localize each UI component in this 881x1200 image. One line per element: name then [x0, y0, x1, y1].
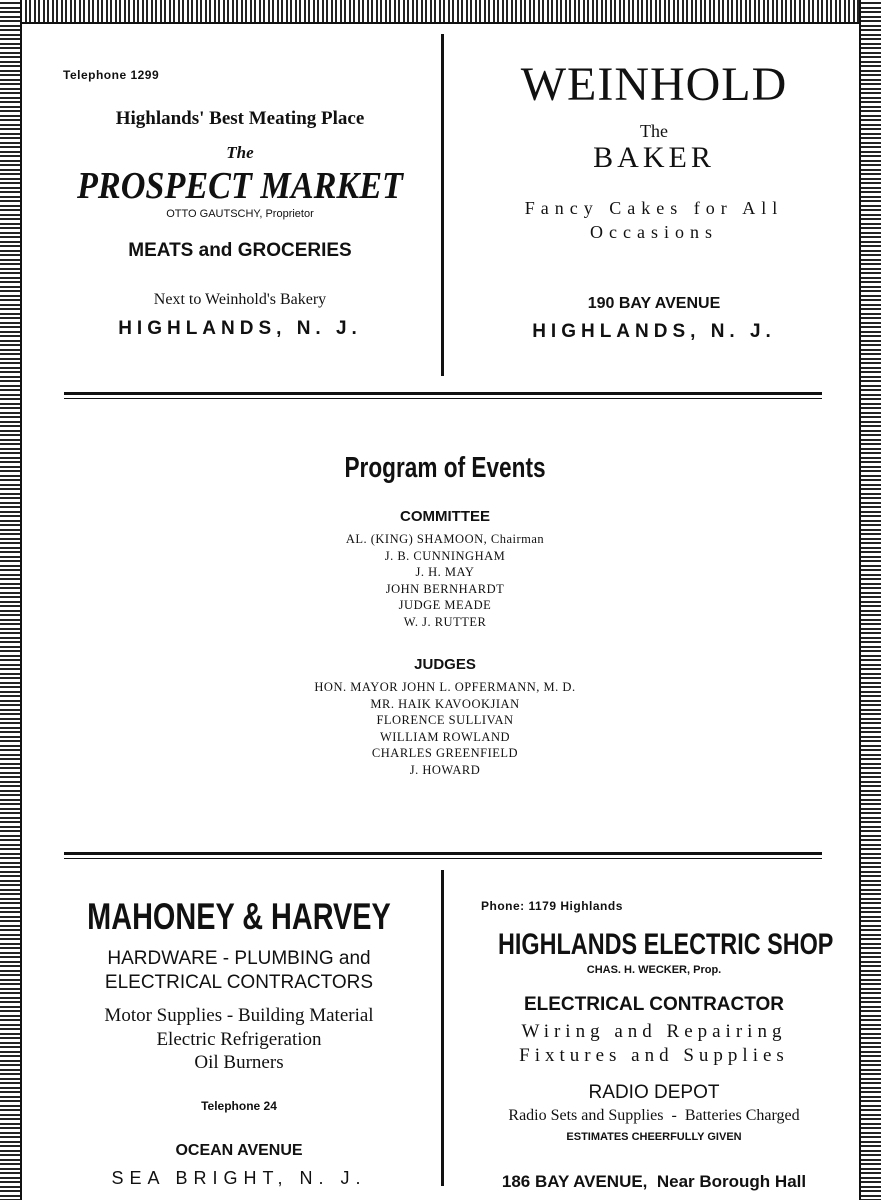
electric-radio-line: Radio Sets and Supplies - Batteries Charged	[508, 1107, 800, 1124]
judges-list	[230, 679, 660, 778]
weinhold-ad	[454, 55, 854, 355]
judge: FLORENCE SULLIVAN	[376, 713, 514, 727]
weinhold-tagline-1: Fancy Cakes for All	[524, 198, 784, 218]
section-rule-bottom	[64, 852, 822, 855]
mahoney-line-2: ELECTRICAL CONTRACTORS	[104, 972, 374, 993]
mahoney-line-1: HARDWARE - PLUMBING and	[107, 948, 371, 969]
weinhold-address: 190 BAY AVENUE	[587, 295, 721, 312]
electric-estimates: ESTIMATES CHEERFULLY GIVEN	[566, 1131, 742, 1143]
prospect-proprietor: OTTO GAUTSCHY, Proprietor	[166, 208, 314, 220]
electric-line-2: Fixtures and Supplies	[519, 1045, 789, 1066]
judges-heading: JUDGES	[414, 656, 476, 673]
decorative-border-left	[0, 0, 22, 1200]
top-column-divider	[441, 34, 444, 376]
mahoney-harvey-name: MAHONEY & HARVEY	[87, 896, 391, 937]
decorative-border-right	[859, 0, 881, 1200]
prospect-slogan: Highlands' Best Meating Place	[115, 108, 365, 129]
prospect-goods: MEATS and GROCERIES	[128, 240, 352, 261]
mahoney-town: SEA BRIGHT, N. J.	[111, 1168, 367, 1188]
electric-address: 186 BAY AVENUE, Near Borough Hall	[501, 1172, 807, 1191]
decorative-border-top	[0, 0, 881, 24]
prospect-market-ad	[50, 60, 430, 360]
prospect-telephone: Telephone 1299	[63, 68, 160, 82]
program-section	[230, 452, 660, 792]
judge: HON. MAYOR JOHN L. OPFERMANN, M. D.	[314, 680, 576, 694]
weinhold-tagline-2: Occasions	[590, 222, 718, 242]
committee-member: JOHN BERNHARDT	[385, 581, 505, 596]
committee-member: AL. (KING) SHAMOON, Chairman	[345, 532, 545, 546]
prospect-location: Next to Weinhold's Bakery	[153, 291, 327, 308]
judge: WILLIAM ROWLAND	[379, 729, 511, 744]
judge: CHARLES GREENFIELD	[371, 746, 519, 760]
mahoney-telephone: Telephone 24	[201, 1099, 277, 1113]
weinhold-the: The	[640, 121, 668, 141]
bottom-column-divider	[441, 870, 444, 1186]
prospect-town: HIGHLANDS, N. J.	[118, 318, 362, 339]
mahoney-line-5: Oil Burners	[194, 1052, 284, 1073]
committee-heading: COMMITTEE	[400, 508, 490, 525]
electric-phone: Phone: 1179 Highlands	[481, 899, 623, 913]
prospect-name: PROSPECT MARKET	[77, 165, 403, 207]
weinhold-town: HIGHLANDS, N. J.	[532, 321, 776, 342]
mahoney-harvey-ad	[44, 892, 434, 1192]
committee-member: J. B. CUNNINGHAM	[384, 548, 506, 563]
electric-line-1: Wiring and Repairing	[521, 1021, 787, 1042]
mahoney-street: OCEAN AVENUE	[175, 1142, 303, 1159]
committee-member: J. H. MAY	[415, 565, 475, 579]
committee-member: W. J. RUTTER	[403, 614, 487, 629]
judge: MR. HAIK KAVOOKJIAN	[370, 696, 520, 711]
committee-member: JUDGE MEADE	[398, 598, 492, 612]
electric-shop-ad	[454, 896, 854, 1196]
mahoney-line-4: Electric Refrigeration	[156, 1029, 322, 1050]
electric-shop-name: HIGHLANDS ELECTRIC SHOP	[498, 928, 834, 961]
prospect-the: The	[226, 143, 254, 162]
mahoney-line-3: Motor Supplies - Building Material	[104, 1005, 374, 1026]
weinhold-title: BAKER	[593, 141, 715, 174]
committee-list	[230, 531, 660, 630]
weinhold-name: WEINHOLD	[520, 58, 788, 111]
program-title: Program of Events	[344, 452, 546, 484]
electric-heading: ELECTRICAL CONTRACTOR	[523, 994, 785, 1015]
judge: J. HOWARD	[409, 762, 481, 777]
electric-radio: RADIO DEPOT	[588, 1082, 720, 1103]
section-rule-top	[64, 392, 822, 395]
electric-proprietor: CHAS. H. WECKER, Prop.	[586, 964, 722, 976]
